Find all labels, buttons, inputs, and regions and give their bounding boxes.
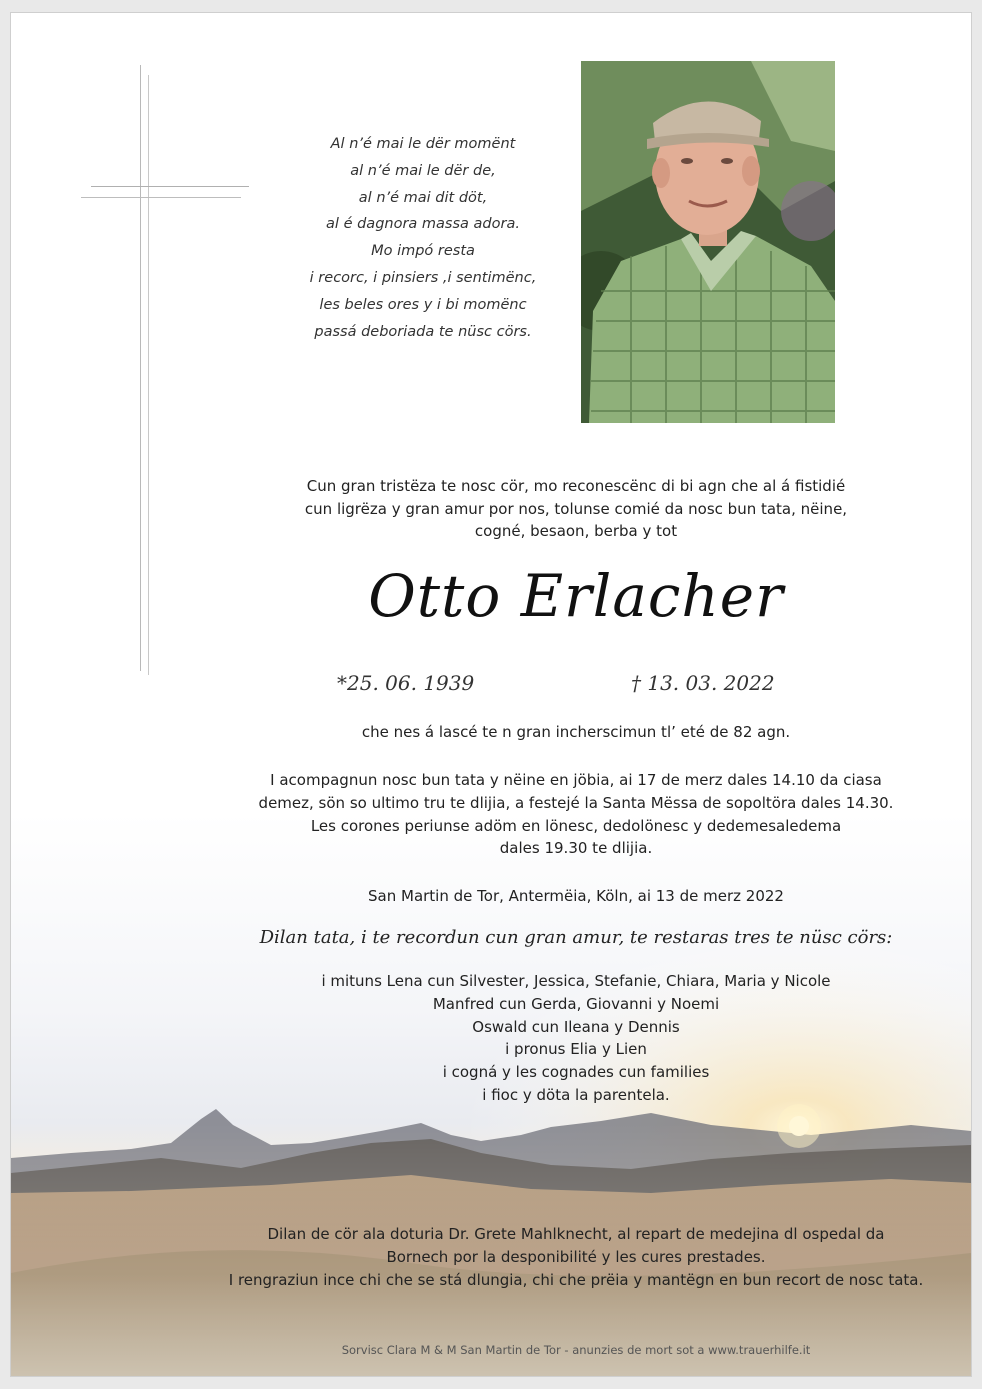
intro-line: Cun gran tristëza te nosc cör, mo reconescënc di bi agn che al á fistidié <box>306 477 846 495</box>
age-line <box>211 721 941 744</box>
thanks-line: Bornech por la desponibilité y les cures prestades. <box>386 1247 766 1266</box>
poem-line: Mo impó resta <box>371 243 475 260</box>
footer-credit: Sorvisc Clara M & M San Martin de Tor - anunzies de mort sot a www.trauerhilfe.it <box>341 1343 811 1357</box>
funeral-line: dales 19.30 te dlijia. <box>499 839 653 858</box>
poem-line: les beles ores y i bi momënc <box>319 296 527 313</box>
thanks <box>211 1223 941 1291</box>
poem-line: al n’é mai le dër de, <box>350 162 496 179</box>
age-line-text: che nes á lascé te n gran incherscimun tl’ eté de 82 agn. <box>361 723 791 741</box>
mourner-line: i mituns Lena cun Silvester, Jessica, Stefanie, Chiara, Maria y Nicole <box>321 972 831 990</box>
poem-line: i recorc, i pinsiers ,i sentimënc, <box>309 269 537 286</box>
deceased-name: Otto Erlacher <box>368 562 784 630</box>
funeral-line: I acompagnun nosc bun tata y nëine en jöbia, ai 17 de merz dales 14.10 da ciasa <box>270 771 882 789</box>
mourner-line: i pronus Elia y Lien <box>505 1040 647 1059</box>
cross-horizontal-line <box>91 186 249 187</box>
intro-text <box>211 475 941 543</box>
funeral-info <box>211 769 941 860</box>
poem-line: passá deboriada te nüsc cörs. <box>314 323 532 340</box>
portrait-photo <box>581 61 835 423</box>
poem <box>273 131 573 345</box>
cross-horizontal-line <box>81 197 241 198</box>
funeral-line: demez, sön so ultimo tru te dlijia, a festejé la Santa Mëssa de sopoltöra dales 14.30. <box>258 793 894 812</box>
mourner-line: Manfred cun Gerda, Giovanni y Noemi <box>432 994 720 1013</box>
mourner-line: Oswald cun Ileana y Dennis <box>472 1017 680 1036</box>
birth-date: *25. 06. 1939 <box>337 671 475 695</box>
poem-line: al é dagnora massa adora. <box>326 216 520 233</box>
place-date-text: San Martin de Tor, Antermëia, Köln, ai 13 de merz 2022 <box>368 887 784 905</box>
cross-vertical-line <box>140 65 141 671</box>
obituary-card <box>10 12 972 1377</box>
thanks-line: Dilan de cör ala doturia Dr. Grete Mahlknecht, al repart de medejina dl ospedal da <box>267 1225 885 1243</box>
funeral-line: Les corones periunse adöm en lönesc, dedolönesc y dedemesaledema <box>310 816 842 835</box>
poem-line: Al n’é mai le dër momënt <box>330 136 516 152</box>
mourner-line: i fioc y döta la parentela. <box>482 1085 670 1104</box>
place-date <box>211 885 941 908</box>
thanks-line: I rengraziun ince chi che se stá dlungia, chi che prëia y mantëgn en bun recort de nosc tata. <box>228 1270 924 1289</box>
cross-vertical-line <box>148 75 149 675</box>
mourners-intro: Dilan tata, i te recordun cun gran amur, te restaras tres te nüsc cörs: <box>259 927 893 948</box>
death-date: † 13. 03. 2022 <box>631 671 775 695</box>
mourners-list <box>211 970 941 1107</box>
mourner-line: i cogná y les cognades cun families <box>442 1063 710 1082</box>
poem-line: al n’é mai dit döt, <box>358 189 488 206</box>
intro-line: cogné, besaon, berba y tot <box>474 522 678 541</box>
intro-line: cun ligrëza y gran amur por nos, tolunse comié da nosc bun tata, nëine, <box>304 499 848 518</box>
